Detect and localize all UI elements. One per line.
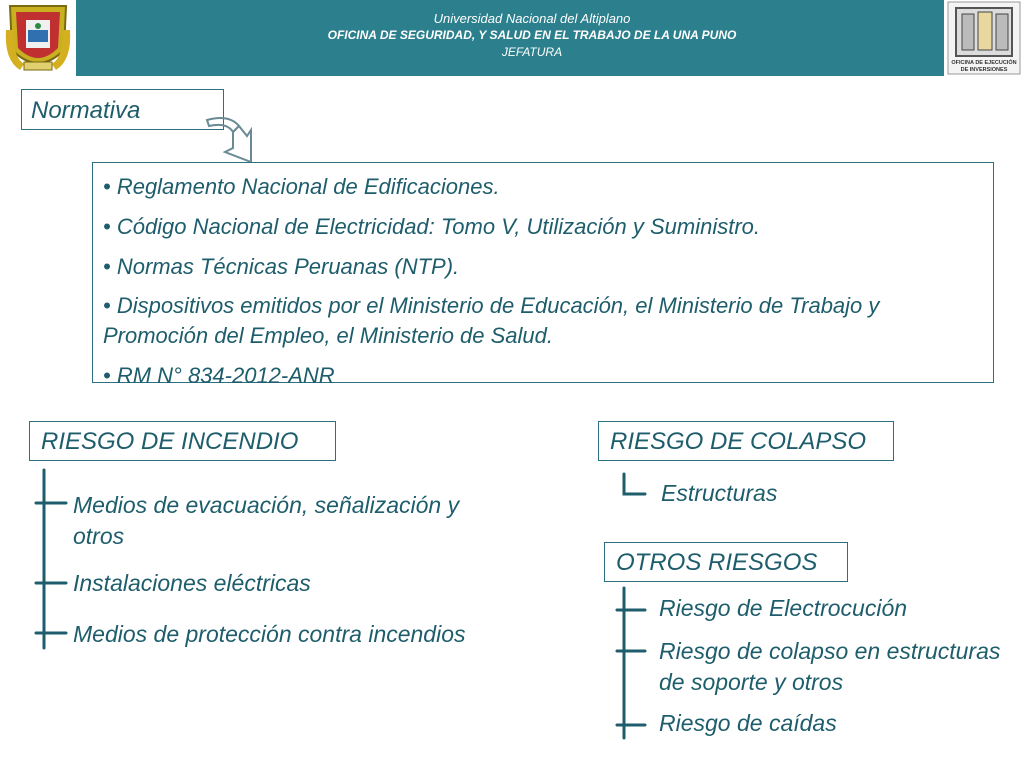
colapso-item: Estructuras — [661, 480, 778, 506]
riesgo-colapso-title: RIESGO DE COLAPSO — [598, 421, 894, 461]
office-name: OFICINA DE SEGURIDAD, Y SALUD EN EL TRABAJO DE LA UNA PUNO — [327, 28, 737, 42]
colapso-branch-line — [624, 474, 645, 494]
logo-caption-1: OFICINA DE EJECUCIÓN — [951, 60, 1017, 66]
otros-item: Riesgo de caídas — [659, 710, 837, 736]
normativa-item: • Normas Técnicas Peruanas (NTP). — [103, 254, 460, 279]
normativa-item: • Dispositivos emitidos por el Ministerio de Educación, el Ministerio de Trabajo y Promoción del Empleo, el Ministerio de Salud. — [103, 293, 880, 348]
logo-caption-2: DE INVERSIONES — [960, 67, 1008, 73]
riesgo-incendio-title: RIESGO DE INCENDIO — [29, 421, 336, 461]
incendio-item: Medios de protección contra incendios — [73, 621, 466, 647]
incendio-item: Medios de evacuación, señalización y otros — [73, 492, 460, 549]
normativa-item: • Reglamento Nacional de Edificaciones. — [103, 174, 500, 199]
otros-item: Riesgo de colapso en estructuras de soporte y otros — [659, 638, 1001, 695]
university-crest-logo — [2, 0, 74, 76]
otros-item: Riesgo de Electrocución — [659, 595, 908, 621]
department-name: JEFATURA — [501, 45, 563, 59]
header — [0, 0, 1024, 76]
header-text — [76, 10, 988, 61]
normativa-title: Normativa — [21, 89, 224, 130]
normativa-item: • Código Nacional de Electricidad: Tomo V, Utilización y Suministro. — [103, 214, 760, 239]
normativa-item: • RM N° 834-2012-ANR — [103, 363, 335, 388]
otros-riesgos-title: OTROS RIESGOS — [604, 542, 848, 582]
incendio-item: Instalaciones eléctricas — [73, 570, 311, 596]
normativa-list — [92, 162, 994, 388]
university-name: Universidad Nacional del Altiplano — [433, 11, 631, 26]
